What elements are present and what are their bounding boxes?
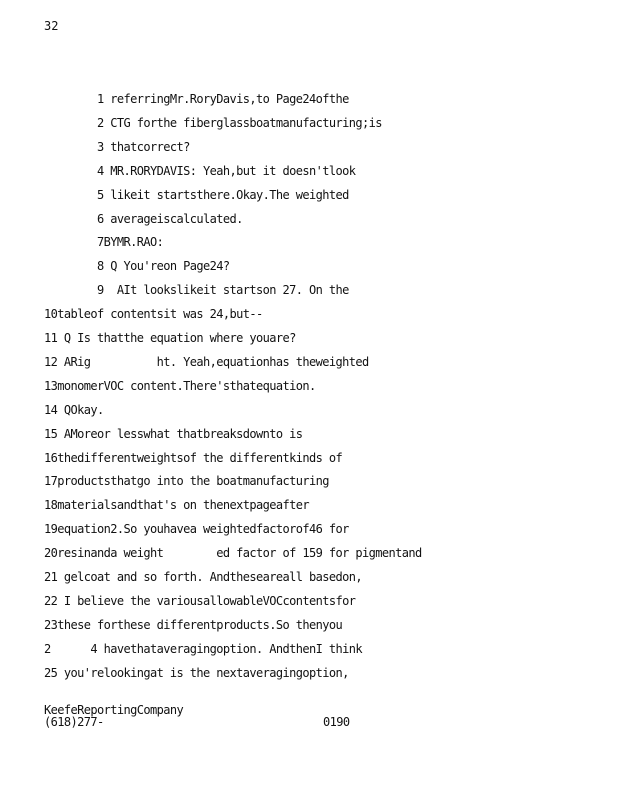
transcript-line: 10tableof contentsit was 24,but-- <box>44 307 263 322</box>
transcript-line: 2 CTG forthe fiberglassboatmanufacturing;is <box>44 115 382 130</box>
transcript-line: 7BYMR.RAO: <box>44 235 164 250</box>
transcript-line: 12 ARig ht. Yeah,equationhas theweighted <box>44 354 369 369</box>
transcript-line: 25 you'relookingat is the nextaveragingoption, <box>44 665 349 680</box>
transcript-line: 3 thatcorrect? <box>44 139 190 154</box>
transcript-line: 19equation2.So youhavea weightedfactorof46 for <box>44 522 349 537</box>
transcript-line: 5 likeit startsthere.Okay.The weighted <box>44 187 349 202</box>
transcript-line: 23these forthese differentproducts.So thenyou <box>44 617 343 632</box>
transcript-line: 20resinanda weight ed factor of 159 for pigmentand <box>44 546 422 561</box>
transcript-line: 11 Q Is thatthe equation where youare? <box>44 331 296 345</box>
transcript-line: 8 Q You'reon Page24? <box>44 259 230 274</box>
footer-phone-end: 0190 <box>323 715 350 729</box>
transcript-line: 4 MR.RORYDAVIS: Yeah,but it doesn'tlook <box>44 163 356 178</box>
transcript-line: 9 AIt lookslikeit startson 27. On the <box>44 283 349 298</box>
transcript-line: 13monomerVOC content.There'sthatequation. <box>44 378 316 393</box>
transcript-line: 6 averageiscalculated. <box>44 211 243 226</box>
page-number: 32 <box>44 19 59 33</box>
transcript-line: 2 4 havethataveragingoption. AndthenI think <box>44 641 362 656</box>
transcript-line: 22 I believe the variousallowableVOCcontentsfor <box>44 593 356 608</box>
footer-phone: (618)277- <box>44 715 104 729</box>
transcript-line: 17productsthatgo into the boatmanufacturing <box>44 474 329 489</box>
transcript-line: 21 gelcoat and so forth. Andtheseareall basedon, <box>44 570 362 584</box>
transcript-line: 18materialsandthat's on thenextpageafter <box>44 498 309 513</box>
transcript-line: 1 referringMr.RoryDavis,to Page24ofthe <box>44 92 349 106</box>
transcript-line: 16thedifferentweightsof the differentkinds of <box>44 450 343 465</box>
transcript-line: 14 QOkay. <box>44 402 104 417</box>
transcript-line: 15 AMoreor lesswhat thatbreaksdownto is <box>44 426 303 441</box>
footer-company: KeefeReportingCompany <box>44 703 184 717</box>
